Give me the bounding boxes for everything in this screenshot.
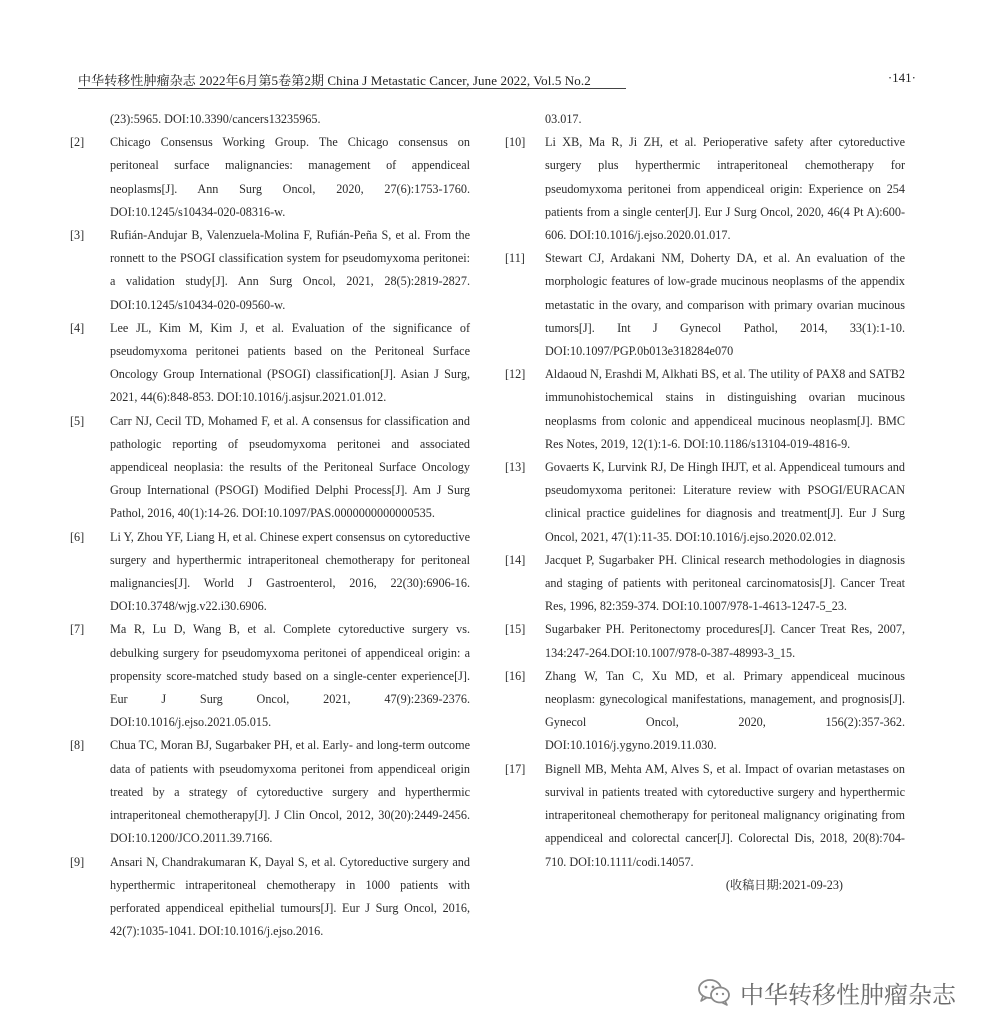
reference-item bbox=[505, 456, 905, 549]
reference-item bbox=[505, 665, 905, 758]
reference-number: [6] bbox=[70, 529, 85, 544]
reference-text: Sugarbaker PH. Peritonectomy procedures[J]. Cancer Treat Res, 2007, 134:247-264.DOI:10.1007/978-0-387-48993-3_15. bbox=[545, 622, 905, 660]
reference-text: Stewart CJ, Ardakani NM, Doherty DA, et al. An evaluation of the morphologic features of low-grade mucinous neoplasms of the appendix metastatic in the ovary, and comparison with primary ovarian mucinous tumors[J]. Int J Gynecol Pathol, 2014, 33(1):1-10. DOI:10.1097/PGP.0b013e318284e070 bbox=[545, 251, 905, 359]
reference-number: [10] bbox=[505, 135, 526, 150]
reference-item bbox=[70, 618, 470, 734]
reference-number: [15] bbox=[505, 622, 526, 637]
reference-number: [3] bbox=[70, 228, 85, 243]
reference-text: Carr NJ, Cecil TD, Mohamed F, et al. A consensus for classification and pathologic reporting of pseudomyxoma peritonei and associated appendiceal neoplasia: the results of the Peritoneal Surface Oncology Group International (PSOGI) Modified Delphi Process[J]. Am J Surg Pathol, 2016, 40(1):14-26. DOI:10.1097/PAS.0000000000000535. bbox=[110, 413, 470, 521]
received-date: (收稿日期:2021-09-23) bbox=[725, 877, 843, 892]
reference-number: [16] bbox=[505, 668, 526, 683]
reference-continuation: (23):5965. DOI:10.3390/cancers13235965. bbox=[110, 112, 321, 126]
reference-item bbox=[70, 131, 470, 224]
reference-item bbox=[505, 131, 905, 247]
reference-item bbox=[70, 410, 470, 526]
reference-item bbox=[70, 224, 470, 317]
reference-number: [2] bbox=[70, 135, 85, 150]
wechat-watermark bbox=[696, 972, 966, 1012]
reference-number: [8] bbox=[70, 738, 85, 753]
reference-text: Li Y, Zhou YF, Liang H, et al. Chinese expert consensus on cytoreductive surgery and hyperthermic intraperitoneal chemotherapy for peritoneal malignancies[J]. World J Gastroenterol, 2016, 22(30):6906-16. DOI:10.3748/wjg.v22.i30.6906. bbox=[110, 529, 470, 614]
reference-text: Jacquet P, Sugarbaker PH. Clinical research methodologies in diagnosis and staging of patients with peritoneal carcinomatosis[J]. Cancer Treat Res, 1996, 82:359-374. DOI:10.1007/978-1-4613-1247-5_23. bbox=[545, 552, 905, 614]
reference-continuation: 03.017. bbox=[545, 112, 582, 126]
reference-text: Li XB, Ma R, Ji ZH, et al. Perioperative safety after cytoreductive surgery plus hyperthermic intraperitoneal chemotherapy for pseudomyxoma peritonei from appendiceal origin: Experience on 254 patients from a single center[J]. Eur J Surg Oncol, 2020, 46(4 Pt A):600-606. DOI:10.1016/j.ejso.2020.01.017. bbox=[545, 135, 905, 243]
reference-text: Chua TC, Moran BJ, Sugarbaker PH, et al. Early- and long-term outcome data of patients with pseudomyxoma peritonei from appendiceal origin treated by a strategy of cytoreductive surgery and hyperthermic intraperitoneal chemotherapy[J]. J Clin Oncol, 2012, 30(20):2449-2456. DOI:10.1200/JCO.2011.39.7166. bbox=[110, 738, 470, 846]
reference-text: Chicago Consensus Working Group. The Chicago consensus on peritoneal surface malignancies: management of appendiceal neoplasms[J]. Ann Surg Oncol, 2020, 27(6):1753-1760. DOI:10.1245/s10434-020-08316-w. bbox=[110, 135, 470, 219]
reference-number: [5] bbox=[70, 413, 85, 428]
reference-text: Rufián-Andujar B, Valenzuela-Molina F, Rufián-Peña S, et al. From the ronnett to the PSOGI classification system for pseudomyxoma peritonei: a validation study[J]. Ann Surg Oncol, 2021, 28(5):2819-2827. DOI:10.1245/s10434-020-09560-w. bbox=[110, 228, 470, 312]
reference-text: Lee JL, Kim M, Kim J, et al. Evaluation of the significance of pseudomyxoma peritonei patients based on the Peritoneal Surface Oncology Group International (PSOGI) classification[J]. Asian J Surg, 2021, 44(6):848-853. DOI:10.1016/j.asjsur.2021.01.012. bbox=[110, 320, 470, 405]
reference-number: [4] bbox=[70, 320, 85, 335]
watermark-text: 中华转移性肿瘤杂志 bbox=[740, 980, 956, 1009]
wechat-icon bbox=[696, 977, 732, 1007]
reference-number: [7] bbox=[70, 622, 85, 637]
reference-number: [9] bbox=[70, 854, 85, 869]
reference-number: [17] bbox=[505, 761, 526, 776]
running-header bbox=[78, 68, 916, 90]
reference-item bbox=[505, 758, 905, 874]
reference-number: [12] bbox=[505, 367, 526, 382]
reference-item bbox=[70, 526, 470, 619]
reference-item bbox=[505, 618, 905, 664]
reference-text: Bignell MB, Mehta AM, Alves S, et al. Impact of ovarian metastases on survival in patients treated with cytoreductive surgery and hyperthermic intraperitoneal chemotherapy for peritoneal malignancy originating from appendiceal and colorectal cancer[J]. Colorectal Dis, 2018, 20(8):704-710. DOI:10.1111/codi.14057. bbox=[545, 761, 905, 869]
reference-number: [13] bbox=[505, 460, 526, 475]
reference-item bbox=[505, 247, 905, 363]
right-column bbox=[505, 108, 905, 897]
reference-text: Zhang W, Tan C, Xu MD, et al. Primary appendiceal mucinous neoplasm: gynecological manifestations, management, and prognosis[J]. Gynecol Oncol, 2020, 156(2):357-362. DOI:10.1016/j.ygyno.2019.11.030. bbox=[545, 668, 905, 753]
header-rule bbox=[78, 88, 626, 89]
reference-item bbox=[70, 317, 470, 410]
page-number: ·141· bbox=[887, 70, 916, 85]
reference-item bbox=[505, 549, 905, 619]
reference-number: [14] bbox=[505, 552, 526, 567]
reference-item bbox=[505, 363, 905, 456]
reference-text: Govaerts K, Lurvink RJ, De Hingh IHJT, et al. Appendiceal tumours and pseudomyxoma peritonei: Literature review with PSOGI/EURACAN clinical practice guidelines for diagnosis and treatment[J]. Eur J Surg Oncol, 2021, 47(1):11-35. DOI:10.1016/j.ejso.2020.02.012. bbox=[545, 460, 905, 544]
reference-text: Ansari N, Chandrakumaran K, Dayal S, et al. Cytoreductive surgery and hyperthermic intraperitoneal chemotherapy in 1000 patients with perforated appendiceal epithelial tumours[J]. Eur J Surg Oncol, 2016, 42(7):1035-1041. DOI:10.1016/j.ejso.2016. bbox=[110, 854, 470, 939]
reference-number: [11] bbox=[505, 251, 525, 266]
reference-item bbox=[70, 734, 470, 850]
journal-header: 中华转移性肿瘤杂志 2022年6月第5卷第2期 China J Metastatic Cancer, June 2022, Vol.5 No.2 bbox=[78, 73, 591, 88]
left-column bbox=[70, 108, 470, 943]
reference-text: Ma R, Lu D, Wang B, et al. Complete cytoreductive surgery vs. debulking surgery for pseudomyxoma peritonei of appendiceal origin: a propensity score-matched study based on a single-center experience[J]. Eur J Surg Oncol, 2021, 47(9):2369-2376. DOI:10.1016/j.ejso.2021.05.015. bbox=[110, 622, 470, 730]
reference-item bbox=[70, 851, 470, 944]
reference-text: Aldaoud N, Erashdi M, Alkhati BS, et al. The utility of PAX8 and SATB2 immunohistochemical stains in distinguishing ovarian mucinous neoplasms from colonic and appendiceal mucinous neoplasm[J]. BMC Res Notes, 2019, 12(1):1-6. DOI:10.1186/s13104-019-4816-9. bbox=[545, 367, 905, 451]
